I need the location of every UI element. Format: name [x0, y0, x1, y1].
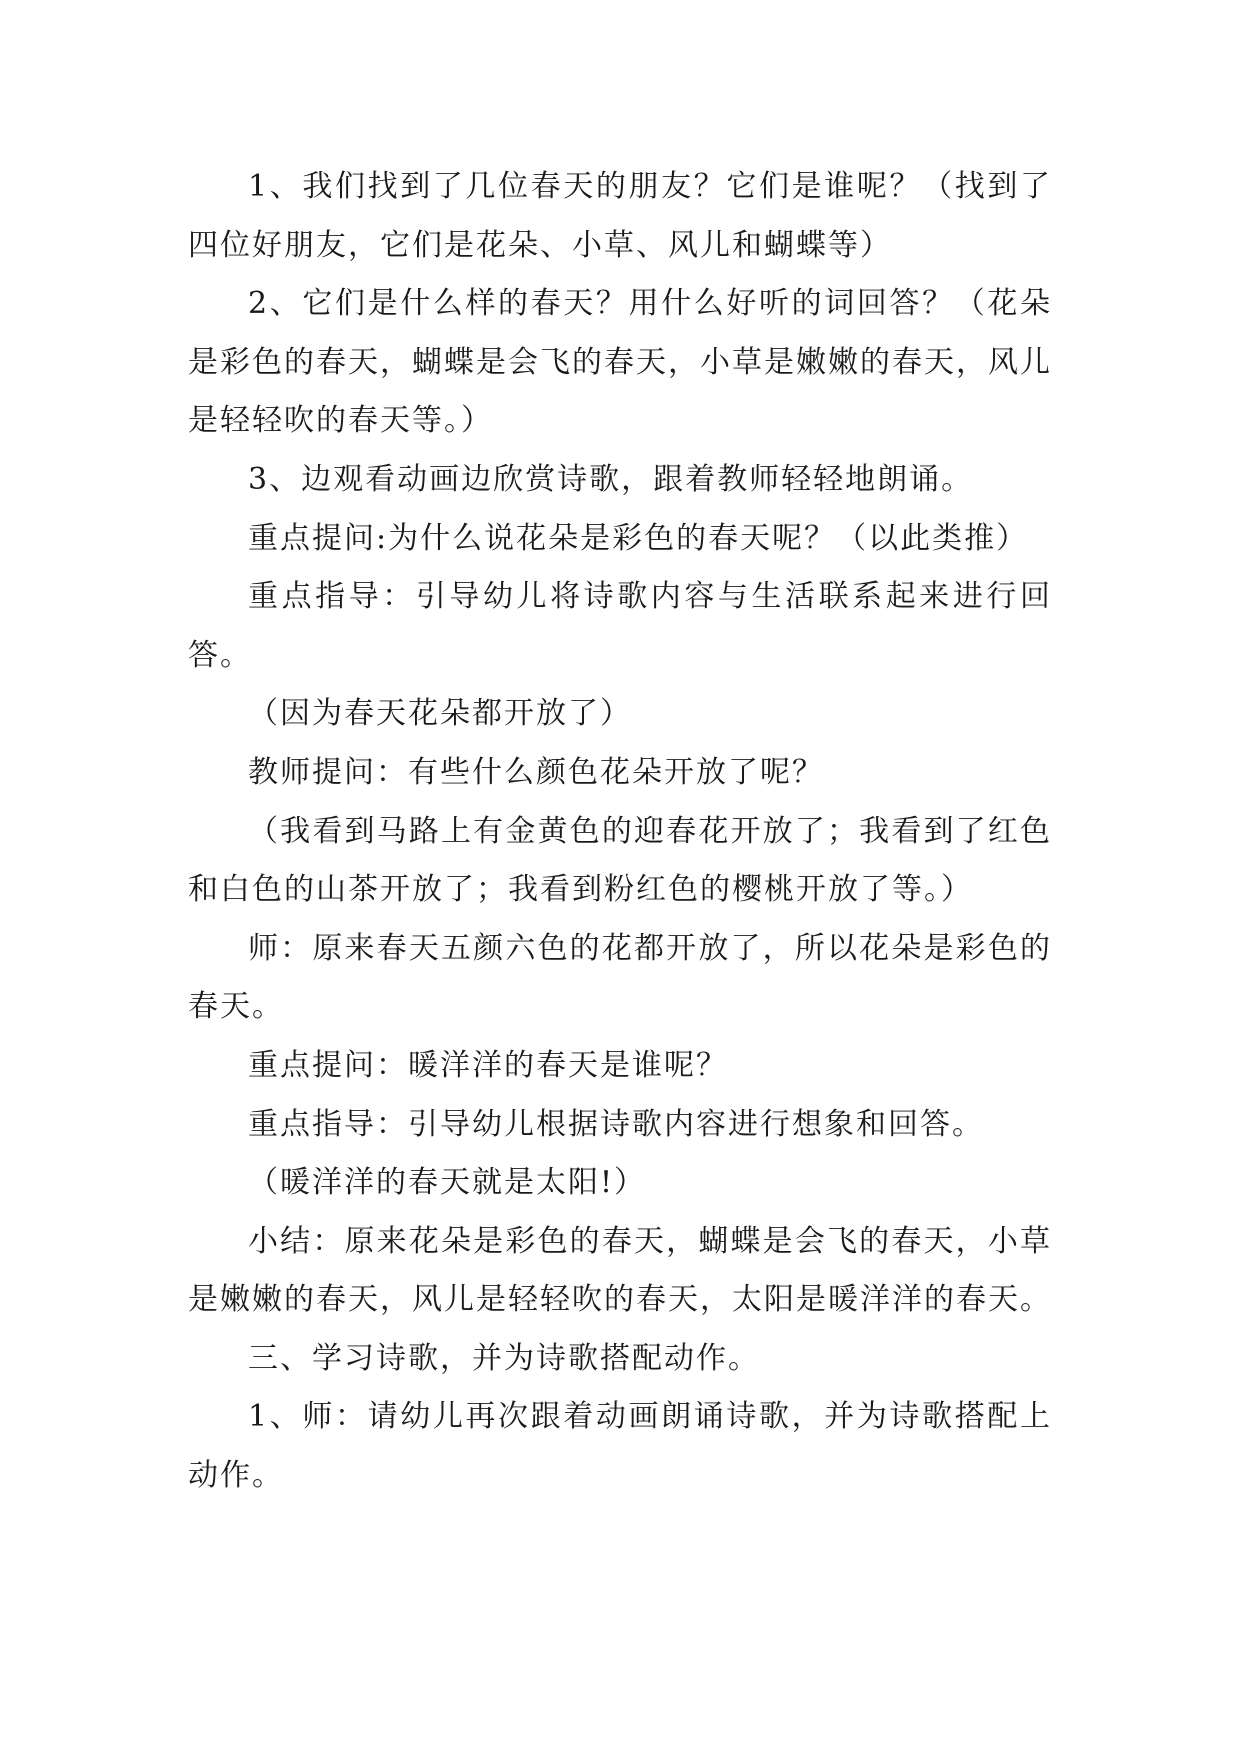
paragraph-9: 师：原来春天五颜六色的花都开放了，所以花朵是彩色的春天。: [188, 930, 1052, 1025]
paragraph-13: 小结：原来花朵是彩色的春天，蝴蝶是会飞的春天，小草是嫩嫩的春天，风儿是轻轻吹的春天，太阳是暖洋洋的春天。: [188, 1223, 1052, 1318]
paragraph-11: 重点指导：引导幼儿根据诗歌内容进行想象和回答。: [248, 1106, 984, 1142]
paragraph-4: 重点提问:为什么说花朵是彩色的春天呢？（以此类推）: [248, 520, 1029, 556]
paragraph-12: （暖洋洋的春天就是太阳!）: [248, 1165, 647, 1201]
paragraph-14: 三、学习诗歌，并为诗歌搭配动作。: [248, 1340, 760, 1376]
paragraph-3: 3、边观看动画边欣赏诗歌，跟着教师轻轻地朗诵。: [248, 461, 974, 497]
paragraph-10: 重点提问：暖洋洋的春天是谁呢？: [248, 1047, 728, 1083]
paragraph-5: 重点指导：引导幼儿将诗歌内容与生活联系起来进行回答。: [188, 579, 1052, 673]
paragraph-6: （因为春天花朵都开放了）: [248, 696, 632, 732]
paragraph-15: 1、师：请幼儿再次跟着动画朗诵诗歌，并为诗歌搭配上动作。: [188, 1399, 1052, 1494]
paragraph-1: 1、我们找到了几位春天的朋友？它们是谁呢？（找到了四位好朋友，它们是花朵、小草、风儿和蝴蝶等）: [188, 169, 1052, 263]
paragraph-2: 2、它们是什么样的春天？用什么好听的词回答？（花朵是彩色的春天，蝴蝶是会飞的春天，小草是嫩嫩的春天，风儿是轻轻吹的春天等。）: [188, 286, 1052, 439]
paragraph-7: 教师提问：有些什么颜色花朵开放了呢？: [248, 754, 824, 790]
paragraph-8: （我看到马路上有金黄色的迎春花开放了；我看到了红色和白色的山茶开放了；我看到粉红色的樱桃开放了等。）: [188, 813, 1052, 908]
document-body: [188, 158, 1052, 1506]
